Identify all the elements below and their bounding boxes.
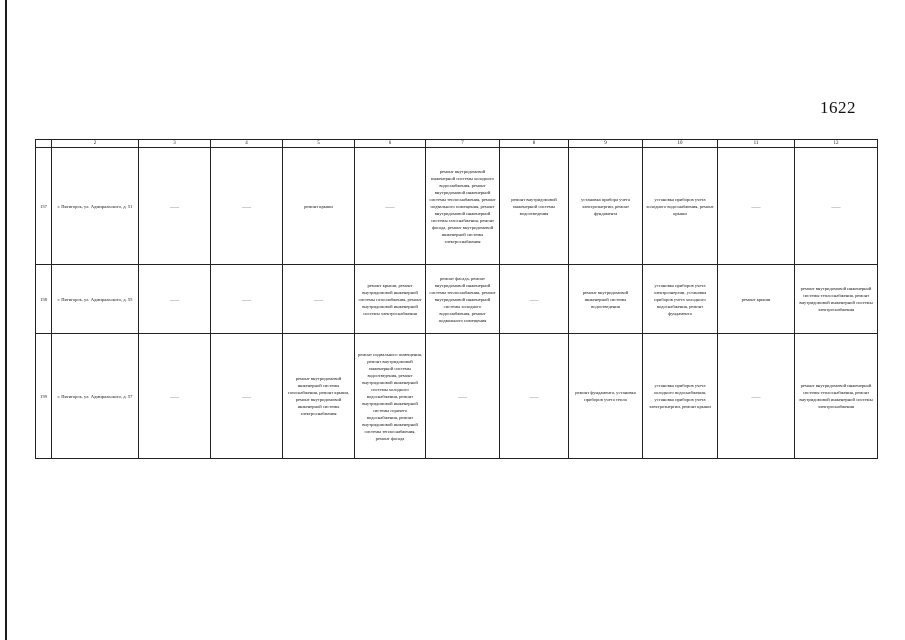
table-cell: установка приборов учета электроэнергии, установка приборов учета холодного водоснабжения, ремонт фундамента [643,265,718,334]
table-cell: —— [139,334,211,459]
table-cell: —— [139,148,211,265]
table-cell: —— [500,334,569,459]
table-cell: —— [139,265,211,334]
row-number: 158 [36,265,52,334]
column-header: 2 [52,140,139,148]
table-cell: ремонт подвального помещения, ремонт внутридомовой инженерной системы водоотведения, ремонт внутридомовой инженерной системы холодного водоснабжения, ремонт внутридомовой инженерной системы горячего водоснабжения, ремонт внутридомовой инженерной системы теплоснабжения, ремонт фасада [355,334,426,459]
table-cell: —— [426,334,500,459]
table-cell: ремонт фасада, ремонт внутридомовой инженерной системы теплоснабжения, ремонт внутридомовой инженерной системы холодного водоснабжения, ремонт подвального помещения [426,265,500,334]
table-cell: ремонт внутридомовой инженерной системы теплоснабжения, ремонт внутридомовой инженерной системы электроснабжения [795,334,878,459]
table-row [36,334,878,459]
table-cell: установка прибора учета электроэнергии, ремонт фундамента [569,148,643,265]
column-header: 5 [283,140,355,148]
program-table [35,139,878,459]
table-cell: —— [211,148,283,265]
page-edge-line [5,0,7,640]
column-header: 6 [355,140,426,148]
table-row [36,265,878,334]
table-cell: —— [795,148,878,265]
table-cell: —— [211,265,283,334]
table-cell: —— [211,334,283,459]
row-number: 157 [36,148,52,265]
table-cell: установка приборов учета холодного водоснабжения, установка приборов учета электроэнергии, ремонт крыши [643,334,718,459]
column-header: 11 [718,140,795,148]
table-cell: ремонт внутридомовой инженерной системы водоотведения [500,148,569,265]
table-cell: —— [355,148,426,265]
column-header [36,140,52,148]
column-header: 4 [211,140,283,148]
column-header: 12 [795,140,878,148]
row-number: 159 [36,334,52,459]
page-number: 1622 [820,98,856,117]
table-cell: —— [500,265,569,334]
table-cell: ремонт внутридомовой инженерной системы водоотведения [569,265,643,334]
column-header: 10 [643,140,718,148]
table-cell: установка приборов учета холодного водоснабжения, ремонт крыши [643,148,718,265]
table-cell: ремонт внутридомовой инженерной системы газоснабжения, ремонт крыши, ремонт внутридомовой инженерной системы электроснабжения [283,334,355,459]
table-cell: ремонт внутридомовой инженерной системы теплоснабжения, ремонт внутридомовой инженерной системы электроснабжения [795,265,878,334]
table-cell: —— [718,148,795,265]
column-header: 7 [426,140,500,148]
table-cell: ремонт крыши [283,148,355,265]
table-cell: —— [718,334,795,459]
address-cell: г. Пятигорск, ул. Адмиральского, д. 51 [52,148,139,265]
table-cell: —— [283,265,355,334]
column-number-row [36,140,878,148]
address-cell: г. Пятигорск, ул. Адмиральского, д. 57 [52,334,139,459]
column-header: 8 [500,140,569,148]
table-cell: ремонт фундамента, установка приборов учета тепла [569,334,643,459]
column-header: 3 [139,140,211,148]
table-cell: ремонт крыши, ремонт внутридомовой инженерной системы газоснабжения, ремонт внутридомовой инженерной системы электроснабжения [355,265,426,334]
table-cell: ремонт внутридомовой инженерной системы холодного водоснабжения, ремонт внутридомовой инженерной системы теплоснабжения, ремонт подвального помещения, ремонт внутридомовой инженерной системы газоснабжения, ремонт фасада, ремонт внутридомовой инженерной системы электроснабжения [426,148,500,265]
column-header: 9 [569,140,643,148]
table-cell: ремонт крыши [718,265,795,334]
table-row [36,148,878,265]
address-cell: г. Пятигорск, ул. Адмиральского, д. 55 [52,265,139,334]
